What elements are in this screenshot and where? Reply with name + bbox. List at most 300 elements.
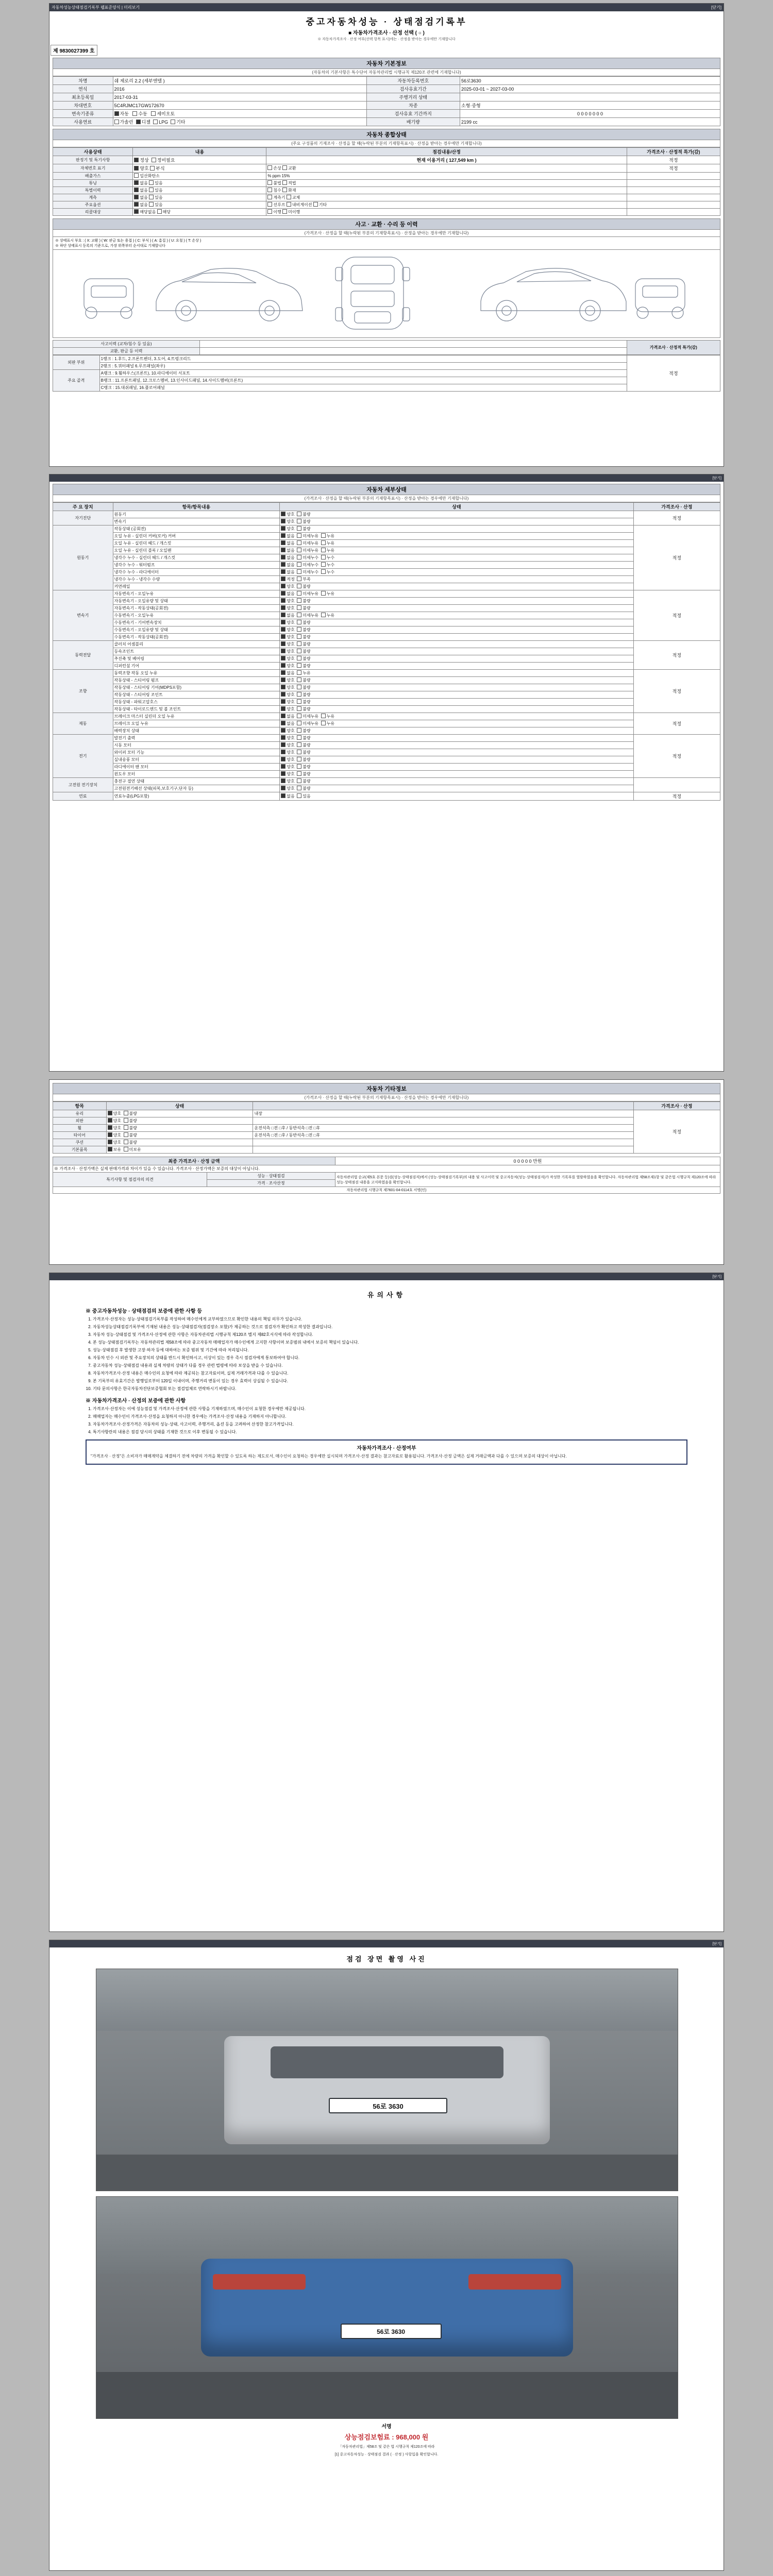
checkbox-co[interactable] [134, 173, 139, 178]
checkbox-option[interactable] [297, 692, 301, 697]
column-header: 주 요 장치 [53, 503, 113, 511]
checkbox-selected[interactable] [281, 757, 285, 761]
window-right-tab-2[interactable]: [닫기] [712, 477, 721, 480]
checkbox-selected[interactable] [281, 555, 285, 560]
option-label: 불량 [303, 519, 311, 524]
detail-item-label: 작동상태 - 스티어링 조인트 [113, 691, 280, 699]
checkbox-option[interactable] [297, 742, 301, 747]
detail-item-label: 커먼레일 [113, 583, 280, 590]
detail-item-status[interactable] [280, 569, 633, 576]
option-label: 양호 [287, 772, 295, 776]
checkbox-selected[interactable] [281, 706, 285, 711]
checkbox-option[interactable] [297, 778, 301, 783]
detail-item-label: 자동변속기 - 오일누유 [113, 590, 280, 598]
checkbox-done[interactable] [267, 209, 272, 214]
checkbox-damage[interactable] [267, 165, 272, 170]
checkbox-meter[interactable] [267, 195, 272, 199]
detail-item-status[interactable] [280, 518, 633, 526]
detail-item-status[interactable] [280, 771, 633, 778]
cell-label: 연식 [53, 85, 113, 93]
record-id: 제 9830027399 호 [51, 45, 97, 56]
checkbox-none[interactable] [134, 180, 139, 185]
option-label: 정상 [140, 158, 149, 163]
option-label: 부식 [156, 166, 165, 171]
checkbox-option[interactable] [297, 548, 301, 552]
checkbox-option[interactable] [297, 714, 301, 718]
checkbox-option[interactable] [321, 540, 326, 545]
history-items[interactable] [133, 187, 266, 194]
detail-item-status[interactable] [280, 547, 633, 554]
list-item: 1. 가격조사·산정자는 이에 성능점검 및 가격조사·산정에 관한 사항을 기재하였으며, 매수인이 요청한 경우에만 제공됩니다. [93, 1406, 687, 1412]
tuning-items[interactable] [133, 180, 266, 187]
checkbox-option[interactable] [108, 1132, 112, 1137]
checkbox-semiauto[interactable] [151, 111, 156, 116]
status-checkboxes[interactable] [133, 164, 266, 173]
detail-item-status[interactable] [280, 605, 633, 612]
checkbox-selected[interactable] [281, 605, 285, 610]
detail-item-label: 냉각수 누수 - 실린더 헤드 / 개스킷 [113, 554, 280, 562]
detail-item-status[interactable] [280, 612, 633, 619]
section-accident: 사고 · 교환 · 수리 등 이력 [53, 218, 720, 230]
option-label: 누유 [326, 714, 335, 719]
checkbox-selected[interactable] [281, 634, 285, 639]
checkbox-option[interactable] [321, 714, 326, 718]
column-header: 가격조사 · 산정 [633, 1102, 720, 1110]
checkbox-option[interactable] [297, 569, 301, 574]
detail-item-status[interactable] [280, 677, 633, 684]
option-label: 양호 [287, 512, 295, 517]
checkbox-option[interactable] [321, 613, 326, 617]
detail-item-status[interactable] [280, 684, 633, 691]
checkbox-option[interactable] [297, 598, 301, 603]
photo-rear-view[interactable] [96, 2196, 678, 2419]
checkbox-selected[interactable] [281, 728, 285, 733]
list-item: 7. 중고자동차 성능·상태점검 내용과 실제 차량의 상태가 다를 경우 관련 법령에 따라 보상을 받을 수 있습니다. [93, 1363, 687, 1369]
checkbox-exists[interactable] [149, 202, 154, 207]
cell-value[interactable] [199, 348, 627, 355]
detail-item-status[interactable] [280, 749, 633, 756]
checkbox-option[interactable] [321, 569, 326, 574]
checkbox-option[interactable] [124, 1118, 128, 1123]
detail-item-status[interactable] [280, 533, 633, 540]
etc-item-extra[interactable] [253, 1117, 633, 1125]
option-label: 양호 [287, 743, 295, 748]
accident-history-table [53, 340, 720, 355]
photo-front-view[interactable] [96, 1969, 678, 2191]
checkbox-option[interactable] [321, 591, 326, 596]
option-label: 미이행 [288, 210, 300, 214]
table-row [53, 655, 720, 663]
checkbox-corrosion[interactable] [150, 166, 155, 171]
checkbox-none[interactable] [134, 202, 139, 207]
checkbox-fire[interactable] [282, 188, 287, 192]
checkbox-selected[interactable] [281, 649, 285, 653]
etc-item-status[interactable] [106, 1146, 253, 1154]
checkbox-exists[interactable] [149, 180, 154, 185]
detail-item-label: 작동상태 (공회전) [113, 526, 280, 533]
detail-item-label: 오일 누유 - 실린더 블록 / 오일팬 [113, 547, 280, 554]
detail-item-label: 오일 누유 - 실린더 헤드 / 개스킷 [113, 540, 280, 547]
checkbox-option[interactable] [297, 656, 301, 660]
notice-head-2: ※ 자동차가격조사 · 산정의 보증에 관한 사항 [86, 1398, 186, 1404]
option-label: 교체 [292, 195, 300, 200]
option-label: 불량 [129, 1126, 137, 1130]
detail-item-status[interactable] [280, 756, 633, 764]
recall-items[interactable] [133, 209, 266, 216]
checkbox-illegal[interactable] [267, 180, 272, 185]
history-sub[interactable] [266, 187, 627, 194]
table-row [53, 1157, 720, 1165]
detail-item-status[interactable] [280, 554, 633, 562]
checkbox-etc[interactable] [313, 202, 318, 207]
checkbox-selected[interactable] [281, 526, 285, 531]
checkbox-not-done[interactable] [282, 209, 287, 214]
panel-rank-table [53, 355, 720, 392]
checkbox-selected[interactable] [281, 577, 285, 581]
etc-item-status[interactable] [106, 1110, 253, 1117]
checkbox-option[interactable] [297, 706, 301, 711]
detail-item-status[interactable] [280, 576, 633, 583]
checkbox-exists[interactable] [149, 188, 154, 192]
table-row [53, 110, 720, 118]
checkbox-option[interactable] [124, 1147, 128, 1151]
checkbox-option[interactable] [108, 1140, 112, 1144]
detail-item-status[interactable] [280, 511, 633, 518]
etc-item-extra[interactable]: 내장 [253, 1110, 633, 1117]
checkbox-selected[interactable] [281, 742, 285, 747]
checkbox-option[interactable] [297, 663, 301, 668]
detail-item-status[interactable] [280, 634, 633, 641]
column-header: 사용상태 [53, 148, 133, 156]
detail-item-label: 오일 누유 - 실린더 커버(로커) 커버 [113, 533, 280, 540]
checkbox-selected[interactable] [281, 569, 285, 574]
checkbox-option[interactable] [297, 771, 301, 776]
etc-item-status[interactable] [106, 1117, 253, 1125]
checkbox-option[interactable] [124, 1140, 128, 1144]
checkbox-option[interactable] [108, 1125, 112, 1130]
checkbox-option[interactable] [297, 577, 301, 581]
checkbox-option[interactable] [297, 677, 301, 682]
checkbox-option[interactable] [321, 555, 326, 560]
checkbox-option[interactable] [108, 1111, 112, 1115]
checkbox-option[interactable] [297, 613, 301, 617]
detail-item-status[interactable] [280, 626, 633, 634]
sheet-notice [49, 1273, 724, 1932]
checkbox-selected[interactable] [281, 721, 285, 725]
checkbox-selected[interactable] [281, 670, 285, 675]
vehicle-damage-diagram[interactable] [53, 250, 720, 338]
cell-value[interactable] [199, 341, 627, 348]
checkbox-gasoline[interactable] [114, 120, 119, 124]
checkbox-option[interactable] [321, 721, 326, 725]
checkbox-selected[interactable] [281, 591, 285, 596]
final-price-table [53, 1157, 720, 1194]
checkbox-selected[interactable] [281, 735, 285, 740]
etc-item-extra[interactable]: 운전석측 □전 □후 / 동반석측 □전 □후 [253, 1125, 633, 1132]
checkbox-navigation[interactable] [287, 202, 291, 207]
cell-label: 주행거리 상태 [366, 93, 460, 101]
checkbox-option[interactable] [297, 526, 301, 531]
appraisal-result [627, 194, 720, 201]
emission-value: % ppm 15% [267, 174, 290, 178]
checkbox-option[interactable] [297, 699, 301, 704]
checkbox-option[interactable] [297, 540, 301, 545]
checkbox-repair-needed[interactable] [152, 158, 156, 162]
detail-item-status[interactable] [280, 785, 633, 792]
transmission-checkboxes[interactable] [113, 110, 366, 118]
checkbox-option[interactable] [124, 1111, 128, 1115]
cell-value: 2025-03-01 ~ 2027-03-00 [460, 85, 720, 93]
checkbox-fuel-etc[interactable] [171, 120, 175, 124]
window-right-tab[interactable]: [닫기] [711, 5, 721, 10]
checkbox-diesel[interactable] [136, 120, 141, 124]
checkbox-selected[interactable] [281, 512, 285, 516]
checkbox-option[interactable] [297, 670, 301, 675]
checkbox-selected[interactable] [281, 613, 285, 617]
checkbox-option[interactable] [297, 512, 301, 516]
status-checkboxes[interactable] [133, 156, 266, 164]
checkbox-lpg[interactable] [153, 120, 158, 124]
detail-item-status[interactable] [280, 691, 633, 699]
checkbox-good[interactable] [134, 166, 139, 171]
etc-item-status[interactable] [106, 1125, 253, 1132]
detail-item-status[interactable] [280, 764, 633, 771]
etc-item-extra[interactable] [253, 1139, 633, 1146]
checkbox-sunroof[interactable] [267, 202, 272, 207]
option-label: LPG [159, 120, 169, 125]
detail-item-status[interactable] [280, 598, 633, 605]
etc-item-extra[interactable] [253, 1146, 633, 1154]
checkbox-option[interactable] [297, 620, 301, 624]
checkbox-legal[interactable] [282, 180, 287, 185]
option-label: 미세누유 [303, 548, 319, 553]
checkbox-selected[interactable] [281, 519, 285, 523]
checkbox-selected[interactable] [281, 778, 285, 783]
detail-item-status[interactable] [280, 663, 633, 670]
checkbox-option[interactable] [297, 793, 301, 798]
section-detail: 자동차 세부상태 [53, 484, 720, 495]
checkbox-option[interactable] [297, 649, 301, 653]
cell-label: 차명 [53, 77, 113, 85]
etc-item-extra[interactable]: 운전석측 □전 □후 / 동반석측 □전 □후 [253, 1132, 633, 1139]
option-label: 가솔린 [120, 120, 133, 125]
etc-item-status[interactable] [106, 1139, 253, 1146]
checkbox-option[interactable] [297, 728, 301, 733]
table-row [53, 648, 720, 655]
detail-item-status[interactable] [280, 641, 633, 648]
detail-item-label: 자동변속기 - 작동상태(공회전) [113, 605, 280, 612]
checkbox-exists[interactable] [149, 195, 154, 199]
checkbox-selected[interactable] [281, 656, 285, 660]
checkbox-option[interactable] [124, 1125, 128, 1130]
table-row [53, 706, 720, 713]
section-etc-note: (가격조사 · 산정을 할 때(누락된 부분의 기재항목표시) · 산정을 받아는 경우에만 기재합니다) [53, 1094, 720, 1101]
appraisal-result: 적정 [633, 792, 720, 801]
etc-item-label: 타이어 [53, 1132, 107, 1139]
checkbox-auto[interactable] [114, 111, 119, 116]
option-label: 없음 [140, 181, 148, 185]
detail-item-status[interactable] [280, 742, 633, 749]
detail-item-label: 작동상태 - 타이로드엔드 및 볼 조인트 [113, 706, 280, 713]
detail-item-status[interactable] [280, 699, 633, 706]
checkbox-option[interactable] [297, 562, 301, 567]
detail-item-status[interactable] [280, 648, 633, 655]
status-extra[interactable] [266, 164, 627, 173]
detail-item-status[interactable] [280, 778, 633, 785]
cell-value: 쉐 제로리 2.2 (세부엔텔 ) [113, 77, 366, 85]
table-row [53, 713, 720, 720]
checkbox-selected[interactable] [281, 685, 285, 689]
detail-item-status[interactable] [280, 713, 633, 720]
meter-sub[interactable] [266, 194, 627, 201]
option-label: 없음 [140, 195, 148, 200]
checkbox-option[interactable] [297, 605, 301, 610]
basic-info-table [53, 76, 720, 126]
row-label: 특별이력 [53, 187, 133, 194]
recall-sub[interactable] [266, 209, 627, 216]
option-label: 양호 [113, 1126, 122, 1130]
detail-item-status[interactable] [280, 706, 633, 713]
checkbox-normal[interactable] [134, 158, 139, 162]
appraisal-result: 적정 [633, 1110, 720, 1154]
checkbox-selected[interactable] [281, 620, 285, 624]
checkbox-selected[interactable] [281, 641, 285, 646]
detail-item-status[interactable] [280, 720, 633, 727]
option-label: 불량 [303, 620, 311, 625]
checkbox-not-applicable[interactable] [134, 209, 139, 214]
checkbox-selected[interactable] [281, 764, 285, 769]
checkbox-option[interactable] [297, 735, 301, 740]
list-item: 1. 가격조사·산정자는 성능·상태점검기록부를 작성하여 매수인에게 교부하였으므로 확인한 내용의 책임 의무가 있습니다. [93, 1316, 687, 1323]
checkbox-selected[interactable] [281, 677, 285, 682]
option-label: 불량 [303, 628, 311, 632]
checkbox-selected[interactable] [281, 540, 285, 545]
checkbox-flood[interactable] [267, 188, 272, 192]
checkbox-option[interactable] [297, 757, 301, 761]
etc-item-status[interactable] [106, 1132, 253, 1139]
option-label: 없음 [140, 188, 148, 193]
checkbox-manual[interactable] [132, 111, 137, 116]
checkbox-selected[interactable] [281, 548, 285, 552]
detail-item-status[interactable] [280, 540, 633, 547]
checkbox-option[interactable] [297, 721, 301, 725]
window-left-tab: 자동차성능상태점검기록부 웹표준양식 | 미리보기 [52, 5, 140, 10]
checkbox-selected[interactable] [281, 533, 285, 538]
checkbox-selected[interactable] [281, 786, 285, 790]
detail-item-label: 충전구 절연 상태 [113, 778, 280, 785]
checkbox-option[interactable] [297, 627, 301, 632]
detail-item-label: 자동변속기 - 오일유량 및 상태 [113, 598, 280, 605]
checkbox-none[interactable] [134, 195, 139, 199]
table-row [53, 209, 720, 216]
checkbox-option[interactable] [297, 533, 301, 538]
detail-item-status[interactable] [280, 655, 633, 663]
detail-item-status[interactable] [280, 590, 633, 598]
detail-item-status[interactable] [280, 526, 633, 533]
checkbox-selected[interactable] [281, 771, 285, 776]
option-items[interactable] [133, 201, 266, 209]
detail-item-status[interactable] [280, 670, 633, 677]
tuning-sub[interactable] [266, 180, 627, 187]
checkbox-option[interactable] [297, 634, 301, 639]
checkbox-option[interactable] [108, 1118, 112, 1123]
checkbox-none[interactable] [134, 188, 139, 192]
option-label: 적정 [287, 577, 295, 582]
detail-item-status[interactable] [280, 583, 633, 590]
option-label: 계측기 [273, 195, 285, 200]
checkbox-selected[interactable] [281, 692, 285, 697]
option-sub[interactable] [266, 201, 627, 209]
section-overall: 자동차 종합상태 [53, 129, 720, 140]
option-label: 화재 [288, 188, 296, 193]
row-label: 교환, 판금 등 이력 [53, 348, 200, 355]
checkbox-option[interactable] [297, 591, 301, 596]
checkbox-option[interactable] [297, 764, 301, 769]
checkbox-option[interactable] [297, 555, 301, 560]
checkbox-option[interactable] [321, 548, 326, 552]
detail-item-status[interactable] [280, 735, 633, 742]
meter-items[interactable] [133, 194, 266, 201]
list-item: 2. 매매업자는 매수인이 가격조사·산정을 요청하지 아니한 경우에는 가격조사·산정 내용을 기재하지 아니합니다. [93, 1414, 687, 1420]
checkbox-option[interactable] [321, 562, 326, 567]
checkbox-replaced[interactable] [282, 165, 287, 170]
checkbox-selected[interactable] [281, 714, 285, 718]
checkbox-selected[interactable] [281, 562, 285, 567]
checkbox-option[interactable] [297, 685, 301, 689]
detail-item-status[interactable] [280, 619, 633, 626]
option-label: 불량 [303, 656, 311, 661]
checkbox-selected[interactable] [281, 598, 285, 603]
checkbox-selected[interactable] [281, 750, 285, 754]
checkbox-option[interactable] [297, 750, 301, 754]
checkbox-selected[interactable] [281, 627, 285, 632]
option-label: 누유 [326, 548, 335, 553]
checkbox-option[interactable] [124, 1132, 128, 1137]
appraisal-result [627, 201, 720, 209]
checkbox-option[interactable] [108, 1147, 112, 1151]
checkbox-applicable[interactable] [157, 209, 162, 214]
checkbox-option[interactable] [297, 786, 301, 790]
checkbox-selected[interactable] [281, 584, 285, 588]
checkbox-replace[interactable] [287, 195, 291, 199]
option-label: 불량 [129, 1133, 137, 1138]
table-row [53, 533, 720, 540]
column-header: 항목 [53, 1102, 107, 1110]
checkbox-option[interactable] [297, 584, 301, 588]
option-label: 있음 [155, 195, 163, 200]
table-row [53, 164, 720, 173]
window-right-tab-4[interactable]: [닫기] [712, 1942, 721, 1946]
detail-item-status[interactable] [280, 562, 633, 569]
table-row [53, 634, 720, 641]
checkbox-selected[interactable] [281, 793, 285, 798]
section-accident-note: (가격조사 · 산정을 할 때(누락된 부분의 기재항목표시) · 산정을 받아는 경우에만 기재합니다) [53, 230, 720, 237]
table-row [53, 1110, 720, 1117]
checkbox-option[interactable] [297, 641, 301, 646]
checkbox-selected[interactable] [281, 699, 285, 704]
emission-items[interactable] [133, 173, 266, 180]
window-right-tab-3[interactable]: [닫기] [712, 1275, 721, 1279]
detail-item-status[interactable] [280, 792, 633, 801]
checkbox-selected[interactable] [281, 663, 285, 668]
checkbox-option[interactable] [321, 533, 326, 538]
row-label: 성능 · 상태점검 [207, 1173, 335, 1180]
fuel-checkboxes[interactable] [113, 118, 366, 126]
detail-item-label: 실내송풍 모터 [113, 756, 280, 764]
option-label: 손상 [273, 166, 281, 171]
detail-item-status[interactable] [280, 727, 633, 735]
checkbox-option[interactable] [297, 519, 301, 523]
